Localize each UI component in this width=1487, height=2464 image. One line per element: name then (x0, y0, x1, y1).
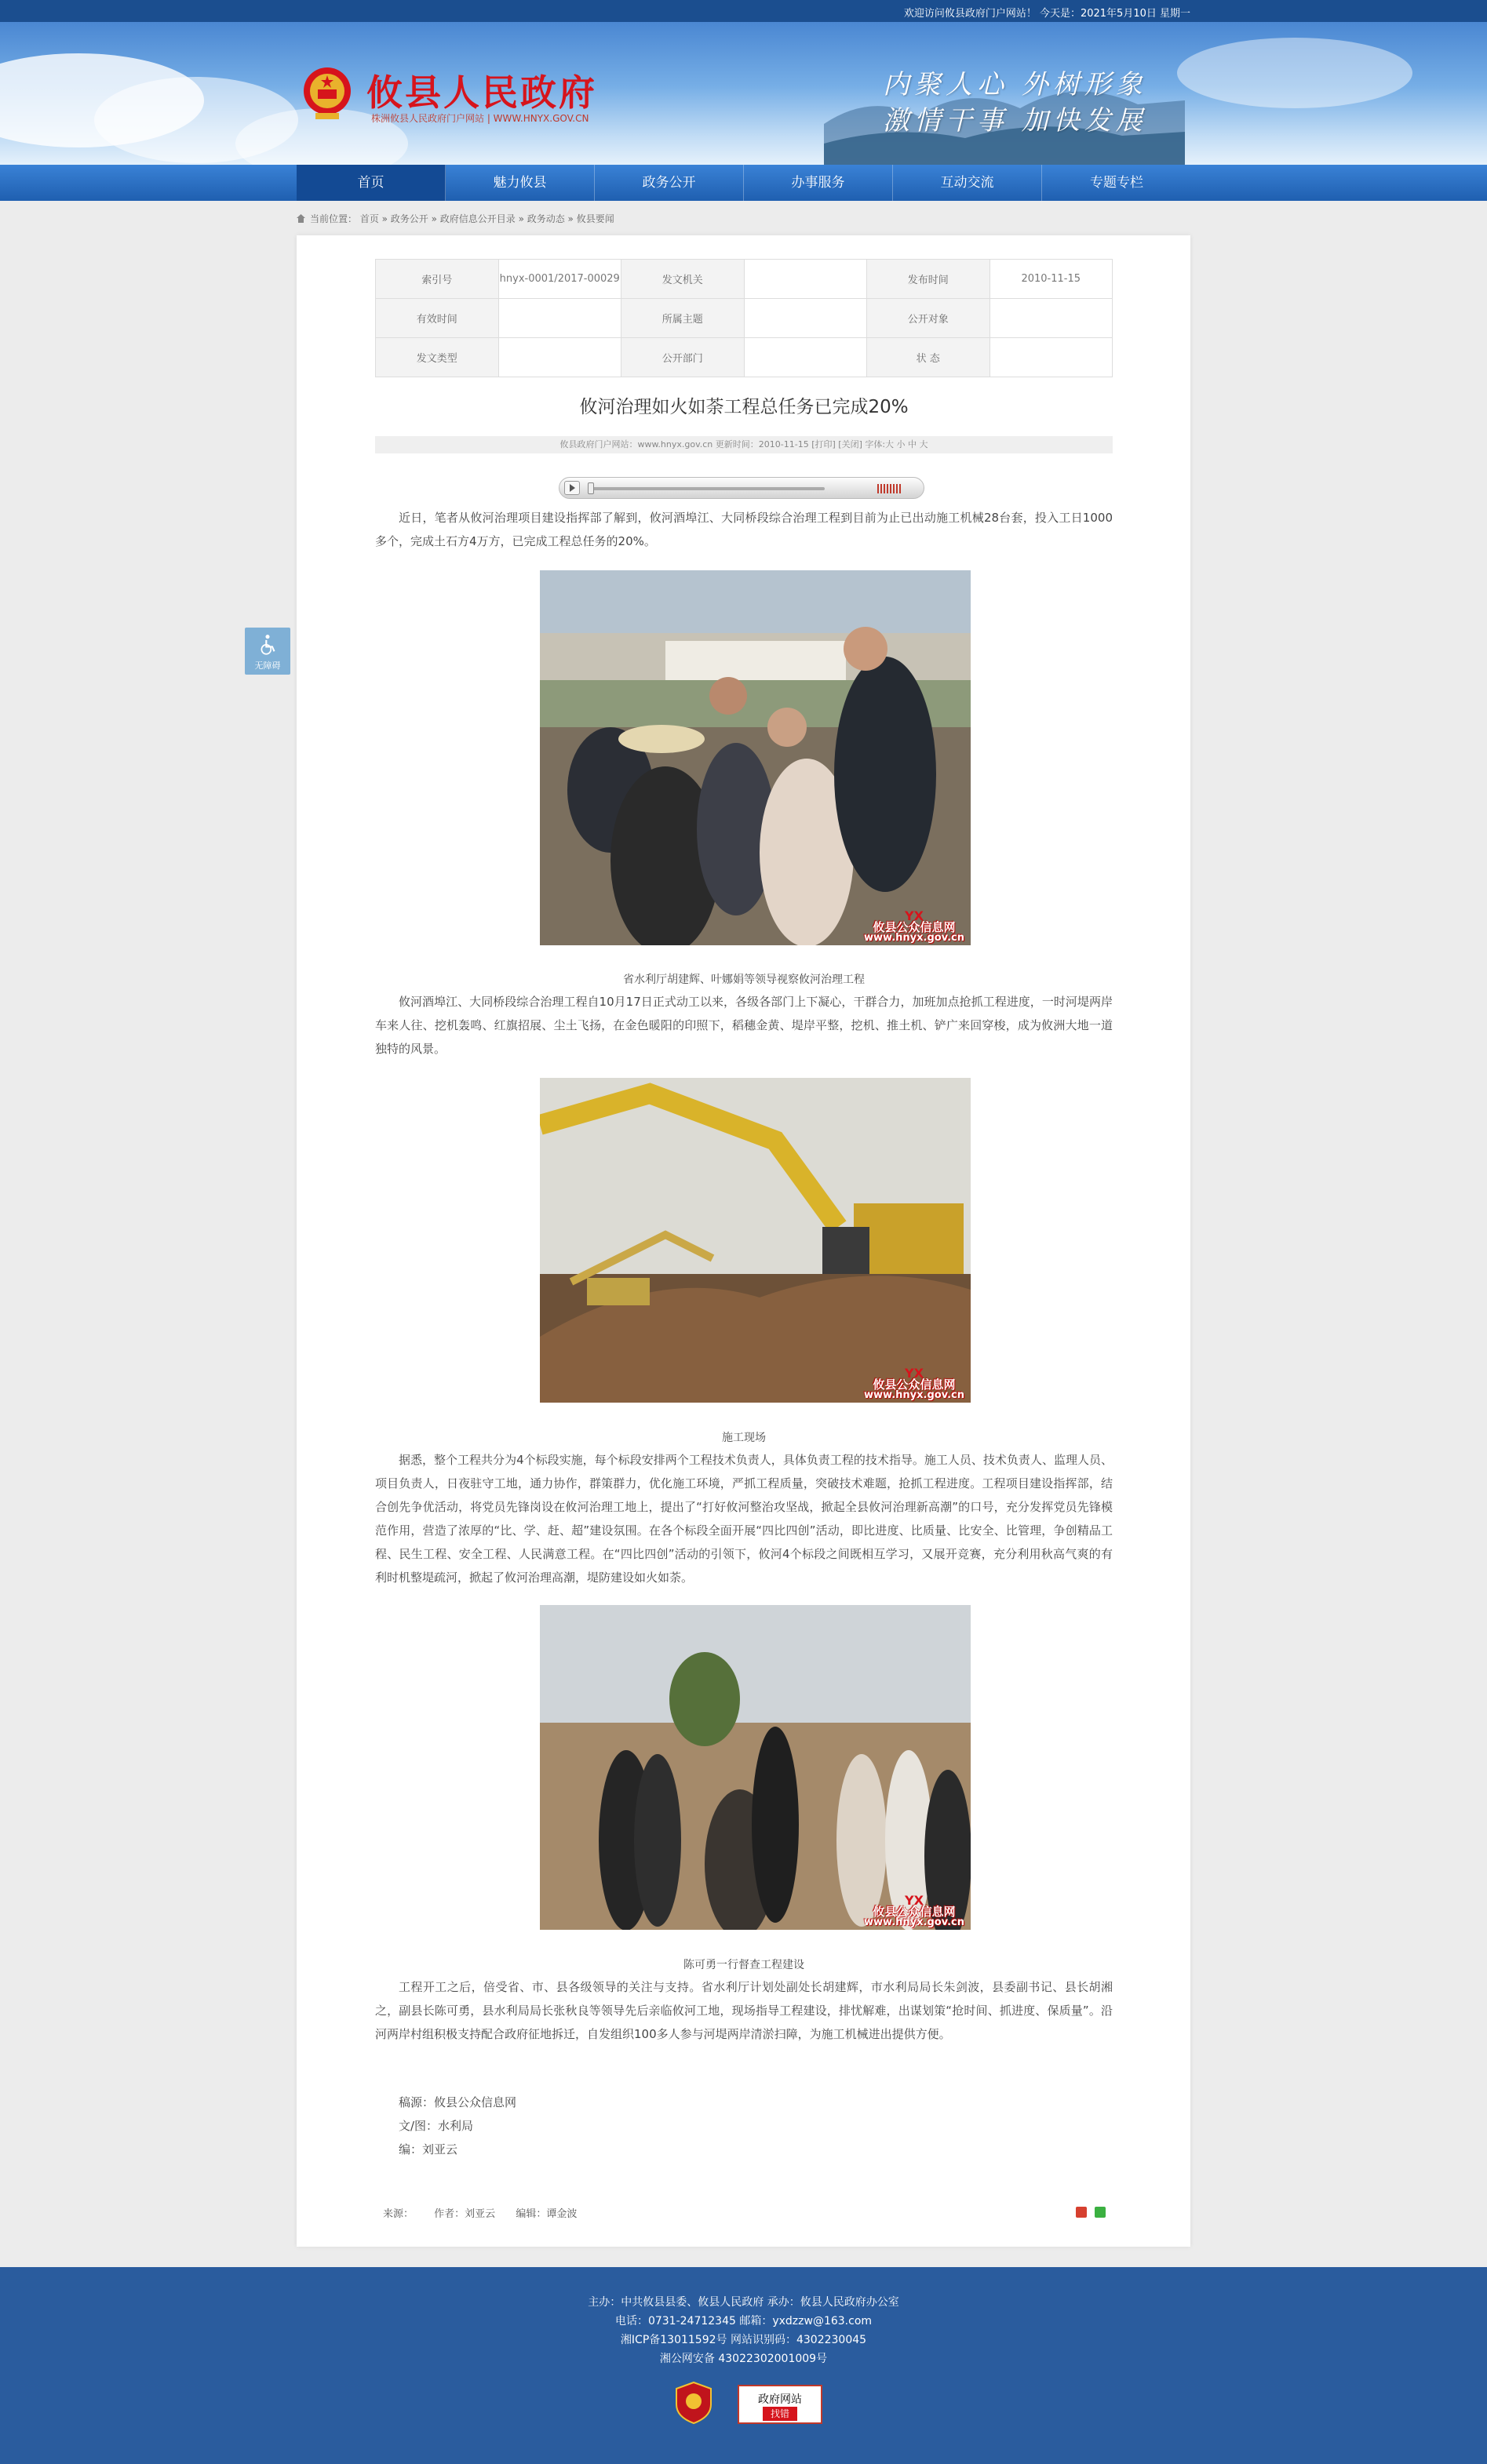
photo-watermark (859, 1895, 969, 1928)
watermark-url: www.hnyx.gov.cn (864, 1389, 964, 1401)
watermark-url: www.hnyx.gov.cn (864, 1916, 964, 1928)
article-paragraph-4: 工程开工之后，倍受省、市、县各级领导的关注与支持。省水利厅计划处副处长胡建辉，市水利局局长朱剑波，县委副书记、县长胡湘之，副县长陈可勇，县水利局局长张秋良等领导先后亲临攸河工地，现场指导工程建设，排忧解难，出谋划策“抢时间、抓进度、保质量”。沿河两岸村组积极支持配合政府征地拆迁，自发组织100多人参与河堤两岸清淤扫障，为施工机械进出提供方便。 (375, 1980, 1113, 2041)
nav-item-home[interactable]: 首页 (297, 165, 446, 201)
progress-track[interactable] (589, 487, 825, 490)
source-label: 来源： (383, 2208, 414, 2220)
meta-date-label: 发布时间 (867, 260, 990, 299)
home-icon (297, 214, 305, 223)
meta-date-value: 2010-11-15 (990, 260, 1113, 299)
meta-status-label: 状 态 (867, 338, 990, 377)
watermark-url: www.hnyx.gov.cn (864, 932, 964, 944)
accessibility-button[interactable] (245, 628, 290, 675)
author-label: 作者：刘亚云 (434, 2208, 496, 2220)
photo-caption-1: 省水利厅胡建辉、叶娜娟等领导视察攸河治理工程 (623, 974, 865, 986)
audio-player[interactable] (559, 477, 924, 499)
national-emblem-icon (301, 64, 353, 124)
article-paragraph-3: 据悉，整个工程共分为4个标段实施，每个标段安排两个工程技术负责人，具体负责工程的技术指导。施工人员、技术负责人、监理人员、项目负责人，日夜驻守工地，通力协作，群策群力，优化施工环境，严抓工程质量，突破技术难题，抢抓工程进度。工程项目建设指挥部，结合创先争优活动，将党员先锋岗设在攸河治理工地上，提出了“打好攸河整治攻坚战，掀起全县攸河治理新高潮”的口号，充分发挥党员先锋模范作用，营造了浓厚的“比、学、赶、超”建设氛围。在各个标段全面开展“四比四创”活动，即比进度、比质量、比安全、比管理，争创精品工程、民生工程、安全工程、人民满意工程。在“四比四创”活动的引领下，攸河4个标段之间既相互学习，又展开竞赛，充分利用秋高气爽的有利时机整堤疏河，掀起了攸河治理高潮，堤防建设如火如荼。 (375, 1453, 1113, 1585)
badge-title: 政府网站 (758, 2393, 802, 2406)
meta-dept-value (744, 338, 867, 377)
wheelchair-icon (245, 631, 290, 657)
breadcrumb-text[interactable]: 当前位置： 首页 » 政务公开 » 政府信息公开目录 » 政务动态 » 攸县要闻 (310, 213, 614, 224)
badge-sub: 找错 (763, 2407, 797, 2421)
slogan-line-1: 内聚人心 外树形象 (883, 69, 1147, 100)
credit-source: 稿源：攸县公众信息网 (399, 2095, 517, 2109)
footer-icp[interactable]: 湘ICP备13011592号 网站识别码：4302230045 (620, 2334, 867, 2346)
credit-author: 文/图：水利局 (399, 2119, 474, 2133)
footer-host: 主办：中共攸县县委、攸县人民政府 承办：攸县人民政府办公室 (588, 2296, 899, 2309)
watermark-logo: YX (905, 908, 924, 923)
breadcrumb (297, 212, 614, 225)
watermark-name: 攸县公众信息网 (873, 1905, 956, 1919)
nav-item-gov-affairs[interactable]: 政务公开 (595, 165, 744, 201)
photo-watermark (859, 908, 969, 944)
meta-index-value: hnyx-0001/2017-00029 (498, 260, 621, 299)
meta-type-value (498, 338, 621, 377)
watermark-logo: YX (905, 1893, 924, 1908)
meta-topic-value (744, 299, 867, 338)
watermark-name: 攸县公众信息网 (873, 1378, 956, 1392)
share-weibo-icon[interactable] (1076, 2207, 1087, 2218)
article-photo-2 (540, 1078, 971, 1403)
progress-handle[interactable] (588, 482, 594, 494)
nav-item-interaction[interactable]: 互动交流 (893, 165, 1042, 201)
site-subtitle: 株洲攸县人民政府门户网站 | WWW.HNYX.GOV.CN (371, 113, 589, 124)
top-bar (0, 0, 1487, 22)
meta-topic-label: 所属主题 (621, 299, 745, 338)
gov-site-error-report-badge[interactable] (738, 2385, 822, 2424)
accessibility-label: 无障碍 (254, 661, 281, 671)
footer-contact[interactable]: 电话：0731-24712345 邮箱：yxdzzw@163.com (614, 2315, 873, 2328)
article-photo-3 (540, 1605, 971, 1930)
welcome-text: 欢迎访问攸县政府门户网站！ 今天是：2021年5月10日 星期一 (903, 8, 1190, 20)
party-gov-badge-icon[interactable] (675, 2381, 713, 2425)
metadata-table (375, 259, 1113, 377)
site-name[interactable]: 攸县人民政府 (366, 71, 597, 114)
meta-issuer-value (744, 260, 867, 299)
main-nav (0, 165, 1487, 201)
photo-caption-3: 陈可勇一行督查工程建设 (683, 1959, 804, 1971)
nav-item-charm[interactable]: 魅力攸县 (446, 165, 595, 201)
article-info-bar[interactable]: 攸县政府门户网站：www.hnyx.gov.cn 更新时间：2010-11-15 [打印] [关闭] 字体:大 小 中 大 (375, 436, 1113, 453)
nav-item-topics[interactable]: 专题专栏 (1090, 175, 1143, 191)
meta-issuer-label: 发文机关 (621, 260, 745, 299)
cloud-decoration (1177, 38, 1412, 108)
meta-audience-value (990, 299, 1113, 338)
footer (0, 2267, 1487, 2464)
meta-status-value (990, 338, 1113, 377)
meta-dept-label: 公开部门 (621, 338, 745, 377)
watermark-name: 攸县公众信息网 (873, 920, 956, 934)
photo-caption-2: 施工现场 (722, 1432, 766, 1444)
slogan-line-2: 激情干事 加快发展 (883, 105, 1147, 136)
meta-index-label: 索引号 (376, 260, 499, 299)
share-wechat-icon[interactable] (1095, 2207, 1106, 2218)
photo-watermark (859, 1368, 969, 1401)
photo-inspection-image (540, 570, 971, 945)
nav-item-services[interactable]: 办事服务 (744, 165, 893, 201)
article-title: 攸河治理如火如荼工程总任务已完成20% (579, 397, 909, 417)
play-icon[interactable] (564, 481, 580, 495)
source-bar (383, 2205, 594, 2220)
meta-valid-label: 有效时间 (376, 299, 499, 338)
photo-excavator-image (540, 1078, 971, 1403)
footer-police[interactable]: 湘公网安备 43022302001009号 (659, 2353, 828, 2365)
volume-icon[interactable] (877, 484, 901, 493)
credit-editor: 编：刘亚云 (399, 2142, 458, 2156)
article-photo-1 (540, 570, 971, 945)
editor-label: 编辑：谭金波 (516, 2208, 578, 2220)
article-paragraph-1: 近日，笔者从攸河治理项目建设指挥部了解到，攸河酒埠江、大同桥段综合治理工程到目前为止已出动施工机械28台套，投入工日1000多个，完成土石方4万方，已完成工程总任务的20%。 (375, 511, 1113, 548)
watermark-logo: YX (905, 1366, 924, 1381)
meta-audience-label: 公开对象 (867, 299, 990, 338)
article-paragraph-2: 攸河酒埠江、大同桥段综合治理工程自10月17日正式动工以来，各级各部门上下凝心，干群合力，加班加点抢抓工程进度，一时河堤两岸车来人往、挖机轰鸣、红旗招展、尘土飞扬，在金色暖阳的印照下，稻穗金黄、堤岸平整，挖机、推土机、铲广来回穿梭，成为攸洲大地一道独特的风景。 (375, 995, 1113, 1056)
photo-officials-image (540, 1605, 971, 1930)
meta-type-label: 发文类型 (376, 338, 499, 377)
meta-valid-value (498, 299, 621, 338)
header-banner (0, 22, 1487, 165)
